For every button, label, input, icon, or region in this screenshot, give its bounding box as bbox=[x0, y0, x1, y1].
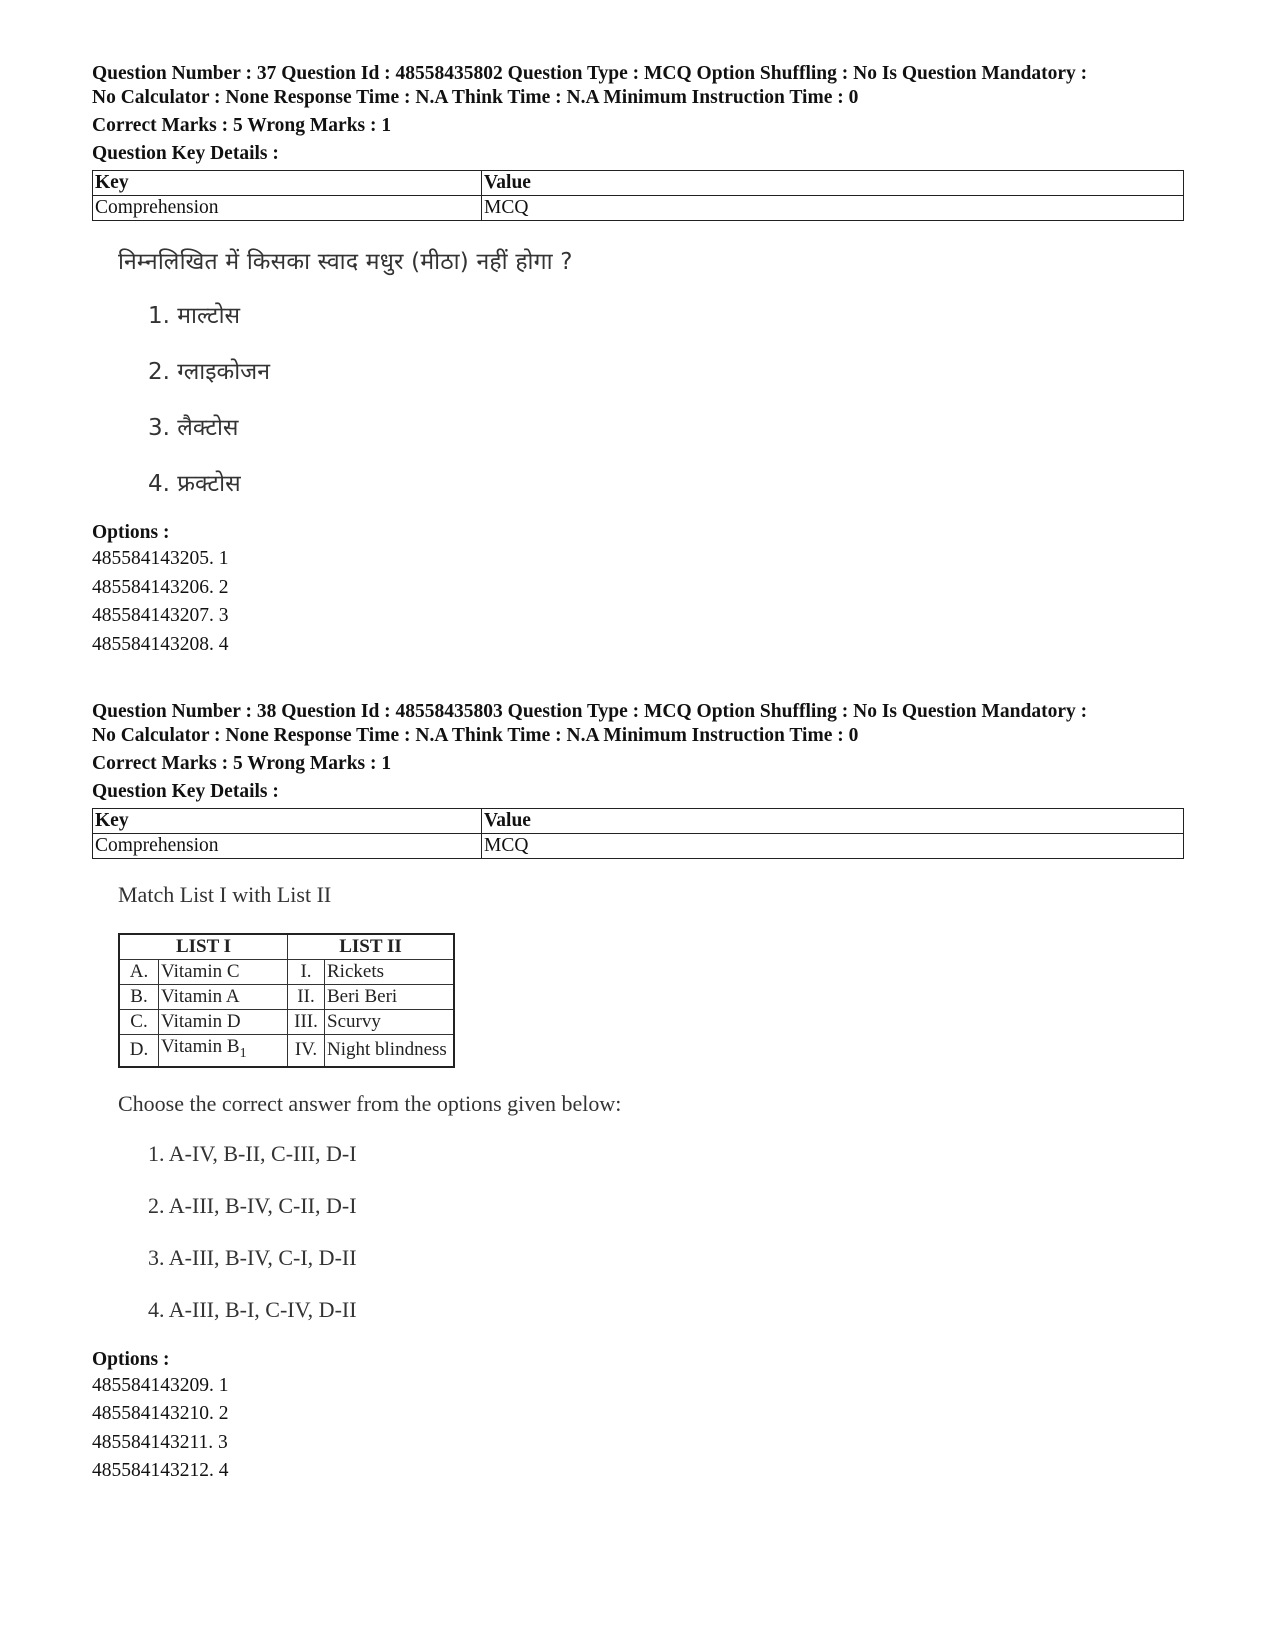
key-cell: Comprehension bbox=[93, 196, 482, 221]
question-text: Match List I with List II bbox=[118, 882, 332, 907]
choice-3: 3. लैक्टोस bbox=[148, 415, 239, 441]
choice-1: 1. माल्टोस bbox=[148, 303, 241, 329]
meta-line-1: Question Number : 38 Question Id : 48558435803 Question Type : MCQ Option Shuffling : No Is Question Mandatory : bbox=[92, 701, 1088, 722]
key-table-header bbox=[93, 809, 1184, 834]
option-item: 485584143208. 4 bbox=[92, 633, 229, 655]
option-item: 485584143211. 3 bbox=[92, 1431, 228, 1453]
list-1-item bbox=[159, 1035, 288, 1067]
choice-1: 1. A-IV, B-II, C-III, D-I bbox=[148, 1140, 357, 1166]
meta-line-1: Question Number : 37 Question Id : 48558435802 Question Type : MCQ Option Shuffling : No Is Question Mandatory : bbox=[92, 63, 1088, 84]
list-2-item: Rickets bbox=[325, 960, 455, 985]
match-row bbox=[119, 960, 454, 985]
option-item: 485584143209. 1 bbox=[92, 1374, 229, 1396]
choice-3: 3. A-III, B-IV, C-I, D-II bbox=[148, 1244, 357, 1270]
question-38 bbox=[92, 700, 1182, 1486]
key-table-row bbox=[93, 196, 1184, 221]
match-row bbox=[119, 1035, 454, 1067]
marks: Correct Marks : 5 Wrong Marks : 1 bbox=[92, 115, 392, 136]
list-2-item: Night blindness bbox=[325, 1035, 455, 1067]
key-details-table bbox=[92, 808, 1184, 859]
list-2-item: Beri Beri bbox=[325, 985, 455, 1010]
vitamin-subscript: 1 bbox=[239, 1045, 247, 1061]
options-title: Options : bbox=[92, 522, 170, 543]
question-image bbox=[118, 247, 1182, 499]
key-cell: Comprehension bbox=[93, 834, 482, 859]
list-2-header: LIST II bbox=[288, 934, 455, 960]
key-table-row bbox=[93, 834, 1184, 859]
list-1-label: D. bbox=[119, 1035, 159, 1067]
question-37 bbox=[92, 62, 1182, 659]
match-header-row bbox=[119, 934, 454, 960]
choice-4: 4. A-III, B-I, C-IV, D-II bbox=[148, 1296, 357, 1322]
choice-2: 2. ग्लाइकोजन bbox=[148, 359, 271, 385]
list-2-label: III. bbox=[288, 1010, 325, 1035]
list-1-label: A. bbox=[119, 960, 159, 985]
choice-2: 2. A-III, B-IV, C-II, D-I bbox=[148, 1192, 357, 1218]
key-table-header bbox=[93, 171, 1184, 196]
list-1-item: Vitamin D bbox=[159, 1010, 288, 1035]
question-text: निम्नलिखित में किसका स्वाद मधुर (मीठा) नहीं होगा ? bbox=[118, 249, 573, 275]
list-1-header: LIST I bbox=[119, 934, 288, 960]
list-1-label: B. bbox=[119, 985, 159, 1010]
meta-line-2: No Calculator : None Response Time : N.A Think Time : N.A Minimum Instruction Time : 0 bbox=[92, 725, 859, 746]
choice-4: 4. फ्रक्टोस bbox=[148, 471, 241, 497]
vitamin-name: Vitamin B bbox=[161, 1036, 240, 1057]
value-cell: MCQ bbox=[482, 834, 1184, 859]
value-header: Value bbox=[482, 809, 1184, 834]
key-details-title: Question Key Details : bbox=[92, 143, 279, 164]
option-item: 485584143210. 2 bbox=[92, 1403, 229, 1425]
list-1-label: C. bbox=[119, 1010, 159, 1035]
list-2-label: IV. bbox=[288, 1035, 325, 1067]
list-1-item: Vitamin A bbox=[159, 985, 288, 1010]
marks: Correct Marks : 5 Wrong Marks : 1 bbox=[92, 753, 392, 774]
question-meta bbox=[92, 62, 1182, 110]
value-header: Value bbox=[482, 171, 1184, 196]
key-details-title: Question Key Details : bbox=[92, 781, 279, 802]
key-details-table bbox=[92, 170, 1184, 221]
options-title: Options : bbox=[92, 1348, 170, 1370]
option-item: 485584143205. 1 bbox=[92, 548, 229, 569]
key-header: Key bbox=[93, 171, 482, 196]
list-2-label: II. bbox=[288, 985, 325, 1010]
value-cell: MCQ bbox=[482, 196, 1184, 221]
list-2-item: Scurvy bbox=[325, 1010, 455, 1035]
key-header: Key bbox=[93, 809, 482, 834]
list-2-label: I. bbox=[288, 960, 325, 985]
list-1-item: Vitamin C bbox=[159, 960, 288, 985]
match-row bbox=[119, 1010, 454, 1035]
question-image bbox=[118, 881, 1182, 1324]
match-row bbox=[119, 985, 454, 1010]
option-item: 485584143206. 2 bbox=[92, 576, 229, 598]
match-list-table bbox=[118, 933, 455, 1068]
question-meta bbox=[92, 700, 1182, 748]
option-item: 485584143207. 3 bbox=[92, 605, 229, 626]
instruction-text: Choose the correct answer from the options given below: bbox=[118, 1090, 622, 1116]
option-item: 485584143212. 4 bbox=[92, 1460, 229, 1482]
meta-line-2: No Calculator : None Response Time : N.A Think Time : N.A Minimum Instruction Time : 0 bbox=[92, 87, 859, 108]
